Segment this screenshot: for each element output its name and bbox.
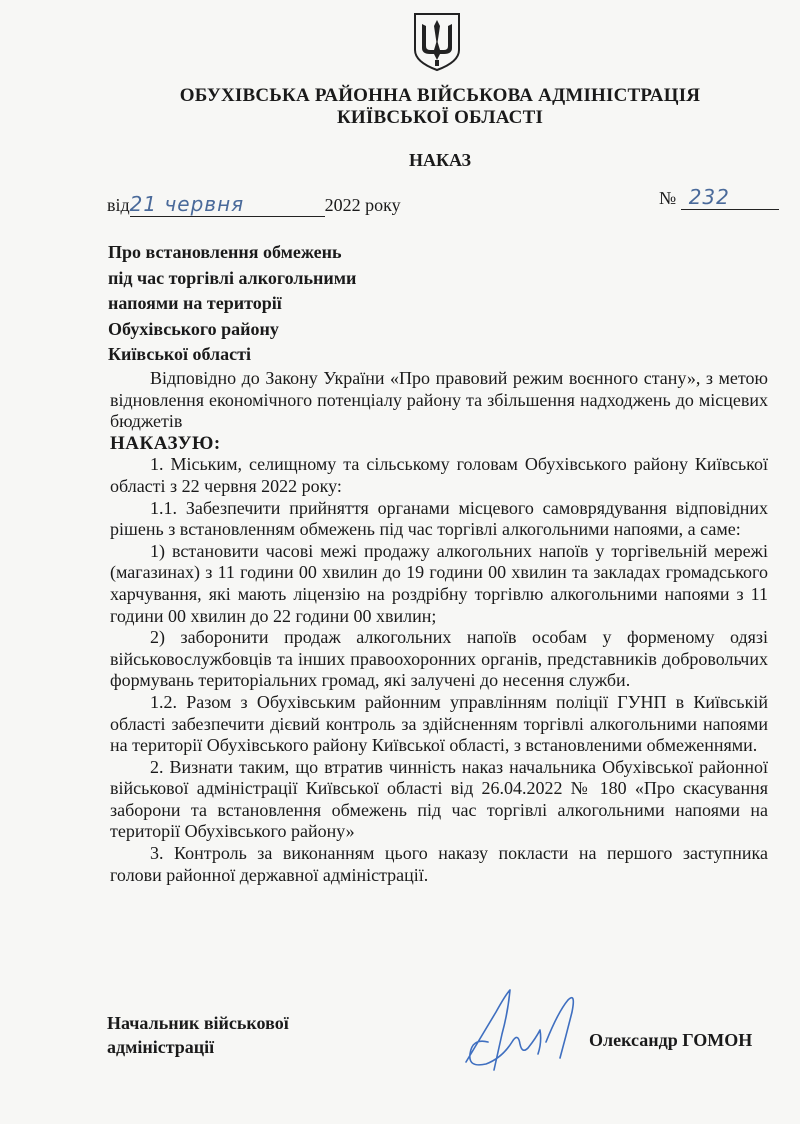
position-line: адміністрації xyxy=(107,1037,215,1057)
paragraph-2: 2. Визнати таким, що втратив чинність наказ начальника Обухівської районної військової адміністрації Київської області від 26.04.2022 № 180 «Про скасування заборони та встановлення обмежень під час торгівлі алкогольними напоями на території Обухівського району» xyxy=(110,756,768,842)
preamble-paragraph: Відповідно до Закону України «Про правовий режим воєнного стану», з метою відновлення економічного потенціалу району та збільшення надходжень до місцевих бюджетів xyxy=(110,368,768,432)
subject-line: Київської області xyxy=(108,344,251,364)
subject-line: під час торгівлі алкогольними xyxy=(108,267,357,288)
trident-emblem-icon xyxy=(412,10,462,72)
document-type-title: НАКАЗ xyxy=(408,150,472,170)
handwritten-date: 21 червня xyxy=(130,192,325,217)
subject-line: Обухівського району xyxy=(108,318,279,339)
organization-name-line1: ОБУХІВСЬКА РАЙОННА ВІЙСЬКОВА АДМІНІСТРАЦІЯ xyxy=(179,85,701,106)
handwritten-signature xyxy=(458,982,598,1077)
organization-name-line2: КИЇВСЬКОЇ ОБЛАСТІ xyxy=(336,107,544,128)
position-line: Начальник військової xyxy=(107,1013,289,1033)
paragraph-3: 3. Контроль за виконанням цього наказу покласти на першого заступника голови районної державної адміністрації. xyxy=(110,843,768,885)
handwritten-number: 232 xyxy=(681,185,779,210)
signatory-position xyxy=(107,1011,289,1059)
date-prefix: від xyxy=(107,195,130,215)
paragraph-1: 1. Міським, селищному та сільському головам Обухівського району Київської області з 22 червня 2022 року: xyxy=(110,454,768,496)
paragraph-1-1-item-2: 2) заборонити продаж алкогольних напоїв особам у форменому одязі військовослужбовців та інших правоохоронних органів, представників добровольчих формувань територіальних громад, які залучені до несення служби. xyxy=(110,627,768,691)
number-prefix: № xyxy=(659,188,677,208)
subject-line: напоями на території xyxy=(108,293,282,313)
paragraph-1-1: 1.1. Забезпечити прийняття органами місцевого самоврядування відповідних рішень з встановленням обмежень під час торгівлі алкогольними напоями, а саме: xyxy=(110,497,768,540)
subject-line: Про встановлення обмежень xyxy=(108,242,342,262)
order-body xyxy=(110,368,768,886)
date-line xyxy=(107,192,401,217)
date-year: 2022 року xyxy=(324,195,401,215)
order-word: НАКАЗУЮ: xyxy=(110,432,221,454)
paragraph-1-2: 1.2. Разом з Обухівським районним управлінням поліції ГУНП в Київській області забезпечити дієвий контроль за здійсненням торгівлі алкогольними напоями на території Обухівського району Київської області, з встановленими обмеженнями. xyxy=(110,691,768,756)
order-number-line xyxy=(659,185,779,210)
paragraph-1-1-item-1: 1) встановити часові межі продажу алкогольних напоїв у торгівельній мережі (магазинах) з 11 години 00 хвилин до 19 години 00 хвилин та закладах громадського харчування, які мають ліцензію на роздрібну торгівлю алкогольними напоями з 11 години 00 хвилин до 22 години 00 хвилин; xyxy=(110,540,768,626)
order-subject xyxy=(108,240,356,368)
signatory-name: Олександр ГОМОН xyxy=(589,1030,753,1050)
